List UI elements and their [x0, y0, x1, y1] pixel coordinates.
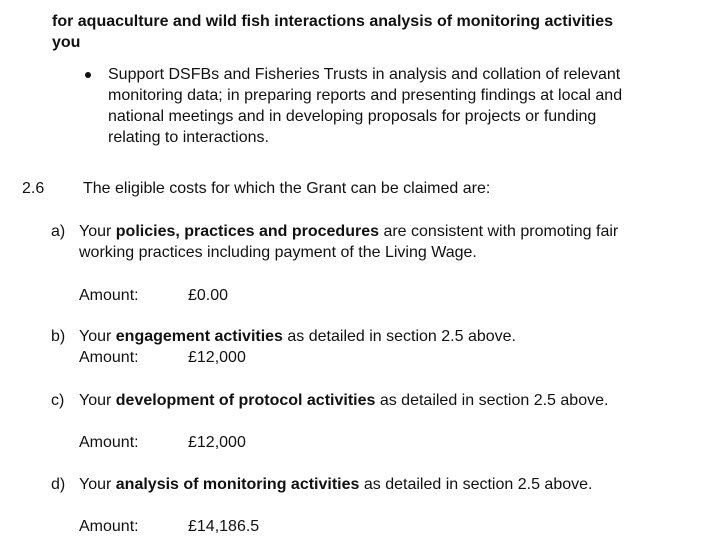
item-a-amount-value: £0.00	[188, 287, 229, 304]
item-b-text	[79, 327, 516, 347]
item-b-amount-value: £12,000	[188, 349, 246, 366]
item-c-amount-label: Amount:	[79, 434, 139, 451]
item-c-marker: c)	[51, 392, 65, 409]
item-a-suffix: are consistent with promoting fair	[379, 223, 619, 240]
bullet-text-line-2: monitoring data; in preparing reports and presenting findings at local and	[108, 87, 623, 104]
item-b-prefix: Your	[79, 328, 116, 345]
item-a-text	[79, 222, 618, 242]
section-intro-text: The eligible costs for which the Grant can be claimed are:	[83, 180, 491, 197]
item-c-prefix: Your	[79, 392, 116, 409]
item-d-amount-value: £14,186.5	[188, 518, 260, 535]
bullet-icon	[85, 72, 91, 78]
item-a-prefix: Your	[79, 223, 116, 240]
bullet-text-line-4: relating to interactions.	[108, 129, 269, 146]
item-c-amount-value: £12,000	[188, 434, 246, 451]
section-heading-line-2: you	[52, 34, 81, 51]
item-a-amount-label: Amount:	[79, 287, 139, 304]
section-heading-line-1: for aquaculture and wild fish interactions analysis of monitoring activities	[52, 13, 613, 30]
item-a-bold: policies, practices and procedures	[115, 223, 379, 240]
item-d-suffix: as detailed in section 2.5 above.	[359, 476, 593, 493]
item-b-marker: b)	[51, 328, 66, 345]
item-b-bold: engagement activities	[115, 328, 283, 345]
item-d-amount-label: Amount:	[79, 518, 139, 535]
item-d-prefix: Your	[79, 476, 116, 493]
section-number: 2.6	[22, 180, 45, 197]
item-c-suffix: as detailed in section 2.5 above.	[375, 392, 609, 409]
item-d-bold: analysis of monitoring activities	[115, 476, 360, 493]
item-a-marker: a)	[51, 223, 66, 240]
bullet-text-line-1: Support DSFBs and Fisheries Trusts in analysis and collation of relevant	[108, 66, 621, 83]
item-a-line-2: working practices including payment of the Living Wage.	[79, 244, 477, 261]
item-d-text	[79, 475, 592, 495]
item-c-bold: development of protocol activities	[115, 392, 376, 409]
item-c-text	[79, 391, 608, 411]
bullet-text-line-3: national meetings and in developing proposals for projects or funding	[108, 108, 597, 125]
item-d-marker: d)	[51, 476, 66, 493]
item-b-amount-label: Amount:	[79, 349, 139, 366]
item-b-suffix: as detailed in section 2.5 above.	[282, 328, 516, 345]
